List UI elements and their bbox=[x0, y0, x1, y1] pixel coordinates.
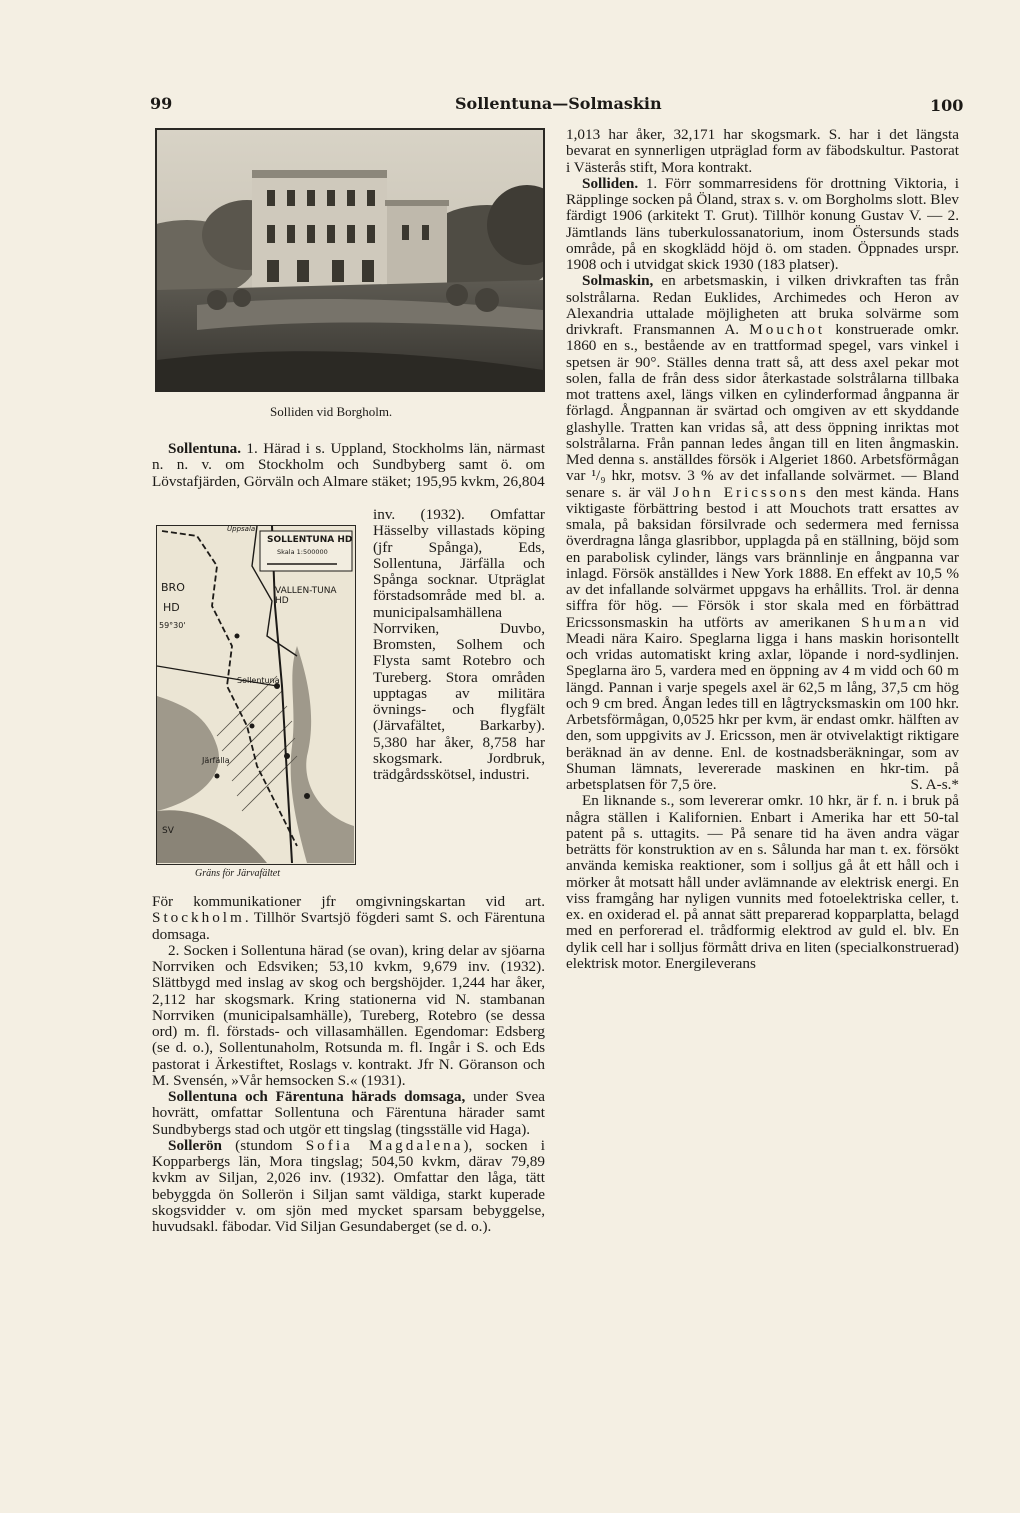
entry-text-wrap: inv. (1932). Omfattar Hässelby villastads köping (jfr Spånga), Eds, Sollentuna, Järfälla och Spånga socknar. Utpräglat förstadsområde med bl. a. municipalsamhällena Norrviken, Duvbo, Bromsten, Solhem och Flysta samt Rotebro och Tureberg. Stora områden upptagas av militära övnings- och flygfält (Järvafältet, Barkarby). 5,380 har åker, 8,758 har skogsmark. Jordbruk, trädgårdsskötsel, industri. bbox=[373, 506, 545, 783]
text-span: konstruerade omkr. 1860 en s., bestående av en trattformad spegel, vars vinkel i spetsen är 90°. Ställes denna tratt så, att dess axel pekar mot solen, falla de från dess sidor återkastade solstrålarna tillbaka mot trattens axel, längs vilken en cylinderformad ångpanna är förlagd. Ångpannan är svärtad och omgiven av ett skyddande glashylle. Tratten kan vridas så, att dess öppning inriktas mot solstrålarna. Från pannan ledes ångan till en liten ångmaskin. Med denna s. anställdes försök i Algeriet 1860. Arbetsförmågan var ¹/₉ hkr, motsv. 3 % av det infallande solvärmet. — Bland senare s. är väl bbox=[566, 321, 959, 501]
entry-solmaskin bbox=[566, 273, 959, 793]
entry-sollentuna bbox=[152, 441, 545, 490]
spaced-word: Sofia Magdalena bbox=[305, 1136, 464, 1154]
map-label-vallentuna: VALLEN-TUNA HD bbox=[275, 586, 337, 606]
spaced-word: Mouchot bbox=[749, 321, 826, 338]
text-span: . Tillhör Svartsjö fögderi samt S. och Färentuna domsaga. bbox=[152, 909, 545, 943]
entry-headword: Sollentuna. bbox=[168, 440, 242, 457]
entry-sollentuna-socken: 2. Socken i Sollentuna härad (se ovan), kring delar av sjöarna Norrviken och Edsviken; 53,10 kvkm, 9,679 inv. (1932). Slättbygd med inslag av skog och bergshöjder. 1,244 har åker, 2,112 har skogsmark. Kring stationerna vid N. stambanan Norrviken (municipalsamhälle), Tureberg, Rotebro (se dessa ord) m. fl. förstads- och villasamhällen. Egendomar: Edsberg (se d. o.), Sollentunaholm, Rotsunda m. fl. Ingår i S. och Eds pastorat i Ärkestiftet, Roslags v. kontrakt. Jfr N. Göranson och M. Svensén, »Vår hemsocken S.« (1931). bbox=[152, 941, 545, 1089]
entry-domsaga bbox=[152, 1089, 545, 1138]
spaced-word: John Ericssons bbox=[673, 483, 809, 501]
text-span: den mest kända. Hans viktigaste förbättring bestod i att Mouchots tratt ersattes av smala, på baksidan försilvrade och sedermera med fernissa överdragna långa glasribbor, upplagda på en ställning, böjd som en parabolisk cylinder, längs vars brännlinje en ångpanna var inlagd. Försök anställdes i New York 1888. En effekt av 10,5 % av det infallande solvärmet uppgavs ha erhållits. Trol. är denna siffra för hög. — Försök i stor skala med en förbättrad Ericssonsmaskin ha utförts av amerikanen bbox=[566, 483, 959, 631]
running-title: Sollentuna—Solmaskin bbox=[455, 94, 662, 113]
left-column-map-wrap bbox=[373, 507, 545, 783]
entry-headword: Solmaskin, bbox=[582, 272, 654, 290]
entry-solleron-cont: 1,013 har åker, 32,171 har skogsmark. S. har i det längsta bevarat en synnerligen utpräglad form av fäbodskultur. Pastorat i Västerås stift, Mora kontrakt. bbox=[566, 126, 959, 176]
map-label-hd: HD bbox=[163, 601, 180, 614]
map-label-bro: BRO bbox=[161, 581, 185, 594]
map-label-latitude: 59°30' bbox=[159, 621, 186, 630]
left-column-bottom bbox=[152, 894, 545, 1235]
right-column bbox=[566, 127, 959, 972]
spaced-word: Stockholm bbox=[152, 909, 245, 927]
spaced-word: Shuman bbox=[861, 613, 929, 631]
entry-headword: Solliden. bbox=[582, 174, 639, 192]
text-span: ), socken i Kopparbergs län, Mora tingslag; 504,50 kvkm, därav 79,89 kvkm av Siljan, 2,026 inv. (1932). Omfattar den låga, tätt bebyggda ön Sollerön i Siljan samt väldiga, starkt kuperade skogsvidder v. om sjön med mycket sparsam bebyggelse, huvudsakl. fäbodar. Vid Siljan Gesundaberget (se d. o.). bbox=[152, 1136, 545, 1235]
entry-communications bbox=[152, 894, 545, 943]
entry-solleron bbox=[152, 1138, 545, 1236]
text-span: en arbetsmaskin, i vilken drivkraften tas från solstrålarna. Redan Euklides, Archimedes och Heron av Alexandria uttalade möjligheten att bruka solvärme som drivkraft. Fransmannen A. bbox=[566, 272, 959, 338]
author-signature: S. A-s.* bbox=[910, 776, 959, 793]
map-label-jarfalla: Järfälla bbox=[202, 756, 230, 765]
entry-text: 1. Härad i s. Uppland, Stockholms län, närmast n. n. v. om Stockholm och Sundbyberg samt ö. om Lövstafjärden, Görväln och Almare stäket; 195,95 kvkm, 26,804 bbox=[152, 440, 545, 490]
entry-solmaskin-cont: En liknande s., som levererar omkr. 10 hkr, är f. n. i bruk på några ställen i Kalifornien. Enbart i Amerika har ett 50-tal patent på s. uttagits. — På senare tid ha även andra vägar beträtts för konstruktion av en s. Sålunda har man t. ex. försökt använda kemiska reaktioner, som i solljus gå åt ett håll och i mörker åt motsatt håll under avlämnande av elektrisk energi. En viss framgång har nyligen vunnits med fotoelektriska celler, t. ex. en oxiderad el. på annat sätt preparerad kopparplatta, belagd med en perforerad el. trådformig elektrod av guld el. blv. En dylik cell har i solljus förmått driva en liten (specialkonstruerad) elektrisk motor. Energileverans bbox=[566, 792, 959, 972]
map-label-sollentuna: Sollentuna bbox=[237, 676, 280, 685]
entry-headword: Sollentuna och Färentuna härads domsaga, bbox=[168, 1088, 466, 1105]
map-label-sv: SV bbox=[162, 826, 174, 836]
text-span: (stundom bbox=[222, 1136, 306, 1154]
text-span: vid Meadi nära Kairo. Speglarna ligga i hans maskin horisontellt och vridas automatiskt kring axlar, löpande i nord-sydlinjen. Speglarna äro 5, vardera med en öppning av 4 m vidd och 60 m längd. Pannan i varje spegels axel är 62,5 m lång, 37,5 cm hög och 9 cm bred. Ångan ledes till en lågtrycksmaskin om 100 hkr. Arbetsförmågan, 0,0525 hkr per kvm, är endast omkr. hälften av den, som uppgivits av J. Ericsson, men är otvivelaktigt riktigare beräknad än av denne. Enl. de kostnadsberäkningar, som av Shuman lämnats, levererade maskinen en hkr-tim. på arbetsplatsen för 7,5 öre. bbox=[566, 613, 959, 793]
text-span: För kommunikationer jfr omgivningskartan vid art. bbox=[152, 893, 545, 910]
left-column-top bbox=[152, 441, 545, 490]
map-caption: Gräns för Järvafältet bbox=[195, 868, 280, 879]
photo-caption: Solliden vid Borgholm. bbox=[270, 404, 393, 419]
sollentuna-map bbox=[156, 525, 356, 865]
entry-text: 1. Förr sommarresidens för drottning Viktoria, i Räpplinge socken på Öland, strax s. v. om Borgholms slott. Blev färdigt 1906 (arkitekt T. Grut). Tillhör konung Gustav V. — 2. Jämtlands läns tuberkulossanatorium, inom Östersunds stads område, på en skogklädd höjd ö. om staden. Öppnades urspr. 1908 och i utvidgat skick 1930 (183 platser). bbox=[566, 174, 959, 273]
page-number-right: 100 bbox=[930, 96, 964, 115]
solliden-photo bbox=[155, 128, 545, 392]
map-label-uppsala: Uppsala bbox=[227, 525, 256, 533]
map-scale: Skala 1:500000 bbox=[277, 548, 328, 556]
entry-text: under Svea hovrätt, omfattar Sollentuna och Färentuna härader samt Sundbybergs stad och utgör ett tingslag (tingsställe vid Haga). bbox=[152, 1088, 545, 1138]
page-number-left: 99 bbox=[150, 94, 173, 113]
map-title: SOLLENTUNA HD bbox=[267, 535, 353, 545]
entry-solliden bbox=[566, 176, 959, 274]
entry-headword: Sollerön bbox=[168, 1136, 223, 1154]
